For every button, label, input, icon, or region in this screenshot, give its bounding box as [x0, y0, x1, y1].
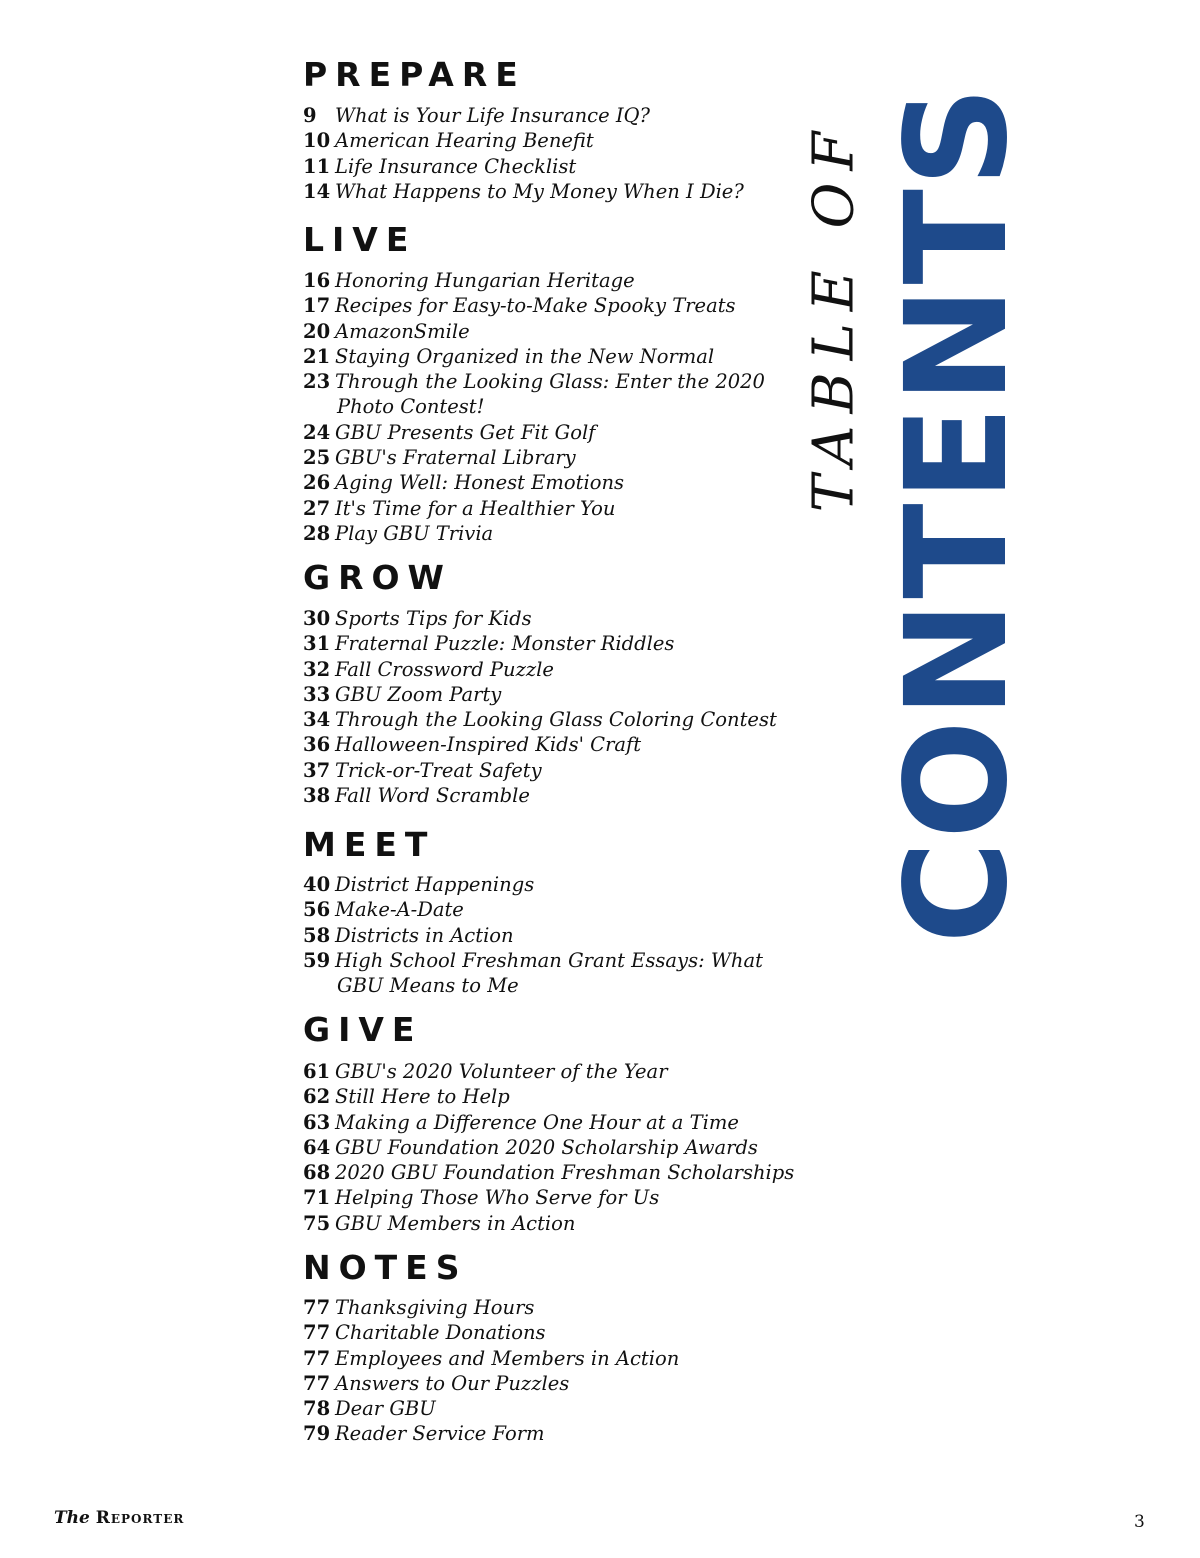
section-item-list	[303, 606, 823, 808]
toc-entry[interactable]	[303, 1346, 823, 1371]
entry-page-number: 16	[303, 269, 331, 292]
entry-page-number: 68	[303, 1161, 331, 1185]
toc-entry[interactable]	[303, 783, 823, 808]
toc-entry[interactable]	[303, 496, 823, 521]
entry-page-number: 79	[303, 1422, 331, 1446]
entry-title: Trick-or-Treat Safety	[335, 758, 542, 782]
toc-entry[interactable]	[303, 293, 823, 318]
toc-entry[interactable]	[303, 128, 823, 153]
entry-page-number: 26	[303, 471, 331, 495]
entry-title-continued: GBU Means to Me	[337, 974, 519, 998]
entry-title: GBU's Fraternal Library	[335, 446, 576, 470]
toc-entry[interactable]	[303, 179, 823, 204]
entry-title: GBU Foundation 2020 Scholarship Awards	[335, 1135, 758, 1159]
entry-title: Answers to Our Puzzles	[335, 1371, 570, 1395]
entry-page-number: 38	[303, 784, 331, 808]
entry-title: Fraternal Puzzle: Monster Riddles	[335, 632, 675, 656]
toc-entry[interactable]	[303, 631, 823, 656]
entry-title: Dear GBU	[335, 1397, 436, 1421]
entry-title: Staying Organized in the New Normal	[335, 344, 715, 368]
publication-title: Reporter	[95, 1508, 185, 1528]
entry-title: AmazonSmile	[335, 319, 470, 343]
toc-entry[interactable]	[303, 445, 823, 470]
entry-title-continued: Photo Contest!	[337, 395, 485, 419]
entry-title: Districts in Action	[335, 923, 514, 947]
entry-page-number: 25	[303, 446, 331, 470]
entry-title: What is Your Life Insurance IQ?	[335, 104, 650, 127]
entry-page-number: 78	[303, 1397, 331, 1421]
toc-entry[interactable]	[303, 1211, 823, 1236]
entry-title: Reader Service Form	[335, 1422, 545, 1446]
entry-title: GBU's 2020 Volunteer of the Year	[335, 1060, 668, 1083]
entry-page-number: 14	[303, 179, 331, 203]
toc-entry[interactable]	[303, 707, 823, 732]
toc-entry[interactable]	[303, 923, 823, 948]
toc-entry[interactable]	[303, 1371, 823, 1396]
entry-title: Charitable Donations	[335, 1321, 546, 1345]
entry-page-number: 40	[303, 873, 331, 896]
entry-page-number: 10	[303, 129, 331, 153]
entry-page-number: 31	[303, 632, 331, 656]
entry-title: Fall Crossword Puzzle	[335, 657, 554, 681]
toc-entry[interactable]	[303, 948, 823, 999]
entry-page-number: 75	[303, 1211, 331, 1235]
toc-entry[interactable]	[303, 319, 823, 344]
toc-entry[interactable]	[303, 758, 823, 783]
section-title: GROW	[303, 558, 452, 597]
entry-page-number: 36	[303, 733, 331, 757]
entry-page-number: 17	[303, 294, 331, 318]
toc-entry[interactable]	[303, 344, 823, 369]
entry-page-number: 64	[303, 1135, 331, 1159]
contents-heading: CONTENTS	[876, 84, 1039, 944]
entry-title: Employees and Members in Action	[335, 1346, 680, 1370]
toc-entry[interactable]	[303, 420, 823, 445]
entry-page-number: 56	[303, 898, 331, 922]
section-item-list	[303, 872, 823, 998]
toc-entry[interactable]	[303, 1295, 823, 1320]
toc-entry[interactable]	[303, 657, 823, 682]
toc-entry[interactable]	[303, 369, 823, 420]
toc-entry[interactable]	[303, 872, 823, 897]
entry-title: Aging Well: Honest Emotions	[335, 471, 625, 495]
section-title: LIVE	[303, 220, 417, 259]
section-title: MEET	[303, 825, 436, 864]
section-item-list	[303, 103, 823, 204]
toc-entry[interactable]	[303, 1185, 823, 1210]
toc-entry[interactable]	[303, 897, 823, 922]
entry-page-number: 33	[303, 682, 331, 706]
entry-title: Through the Looking Glass Coloring Contest	[335, 708, 777, 732]
toc-entry[interactable]	[303, 521, 823, 546]
entry-page-number: 71	[303, 1186, 331, 1210]
table-of-heading: TABLE OF	[801, 119, 867, 513]
toc-entry[interactable]	[303, 1110, 823, 1135]
entry-page-number: 61	[303, 1060, 331, 1083]
toc-entry[interactable]	[303, 103, 823, 128]
section-item-list	[303, 1295, 823, 1447]
entry-title: Making a Difference One Hour at a Time	[335, 1110, 739, 1134]
entry-title: High School Freshman Grant Essays: What	[335, 948, 763, 972]
page-number: 3	[1134, 1512, 1145, 1532]
entry-page-number: 37	[303, 758, 331, 782]
entry-title: GBU Zoom Party	[335, 682, 502, 706]
entry-title: Still Here to Help	[335, 1085, 510, 1109]
publication-article: The	[54, 1508, 90, 1528]
toc-entry[interactable]	[303, 470, 823, 495]
entry-page-number: 59	[303, 948, 331, 972]
toc-entry[interactable]	[303, 1135, 823, 1160]
entry-page-number: 77	[303, 1346, 331, 1370]
entry-page-number: 9	[303, 104, 317, 127]
entry-page-number: 30	[303, 607, 331, 630]
entry-title: GBU Presents Get Fit Golf	[335, 420, 596, 444]
toc-entry[interactable]	[303, 268, 823, 293]
entry-title: Play GBU Trivia	[335, 521, 494, 545]
entry-title: Recipes for Easy-to-Make Spooky Treats	[335, 294, 736, 318]
entry-page-number: 21	[303, 344, 331, 368]
entry-title: It's Time for a Healthier You	[335, 496, 616, 520]
entry-page-number: 62	[303, 1085, 331, 1109]
entry-title: American Hearing Benefit	[335, 129, 594, 153]
entry-title: Through the Looking Glass: Enter the 2020	[335, 370, 765, 394]
toc-entry[interactable]	[303, 1421, 823, 1446]
entry-page-number: 77	[303, 1296, 331, 1319]
section-item-list	[303, 268, 823, 546]
entry-title: Life Insurance Checklist	[335, 154, 577, 178]
entry-page-number: 34	[303, 708, 331, 732]
entry-page-number: 63	[303, 1110, 331, 1134]
entry-title: 2020 GBU Foundation Freshman Scholarships	[335, 1161, 795, 1185]
toc-entry[interactable]	[303, 154, 823, 179]
entry-page-number: 27	[303, 496, 331, 520]
entry-page-number: 77	[303, 1371, 331, 1395]
toc-entry[interactable]	[303, 1160, 823, 1185]
toc-entry[interactable]	[303, 1059, 823, 1084]
entry-page-number: 11	[303, 154, 331, 178]
toc-entry[interactable]	[303, 1084, 823, 1109]
toc-entry[interactable]	[303, 606, 823, 631]
section-item-list	[303, 1059, 823, 1236]
entry-page-number: 77	[303, 1321, 331, 1345]
section-title: NOTES	[303, 1248, 468, 1287]
publication-name	[54, 1508, 184, 1528]
section-title: PREPARE	[303, 55, 526, 94]
toc-entry[interactable]	[303, 682, 823, 707]
entry-title: Make-A-Date	[335, 898, 464, 922]
entry-title: What Happens to My Money When I Die?	[335, 179, 744, 203]
toc-entry[interactable]	[303, 1396, 823, 1421]
entry-title: District Happenings	[335, 873, 535, 896]
entry-page-number: 32	[303, 657, 331, 681]
entry-title: Honoring Hungarian Heritage	[335, 269, 635, 292]
entry-page-number: 58	[303, 923, 331, 947]
toc-entry[interactable]	[303, 732, 823, 757]
section-title: GIVE	[303, 1010, 423, 1049]
entry-page-number: 20	[303, 319, 331, 343]
entry-title: Helping Those Who Serve for Us	[335, 1186, 660, 1210]
entry-title: Thanksgiving Hours	[335, 1296, 535, 1319]
entry-title: Sports Tips for Kids	[335, 607, 532, 630]
entry-title: Fall Word Scramble	[335, 784, 530, 808]
entry-page-number: 28	[303, 521, 331, 545]
toc-entry[interactable]	[303, 1320, 823, 1345]
entry-title: GBU Members in Action	[335, 1211, 576, 1235]
entry-title: Halloween-Inspired Kids' Craft	[335, 733, 642, 757]
entry-page-number: 23	[303, 370, 331, 394]
entry-page-number: 24	[303, 420, 331, 444]
